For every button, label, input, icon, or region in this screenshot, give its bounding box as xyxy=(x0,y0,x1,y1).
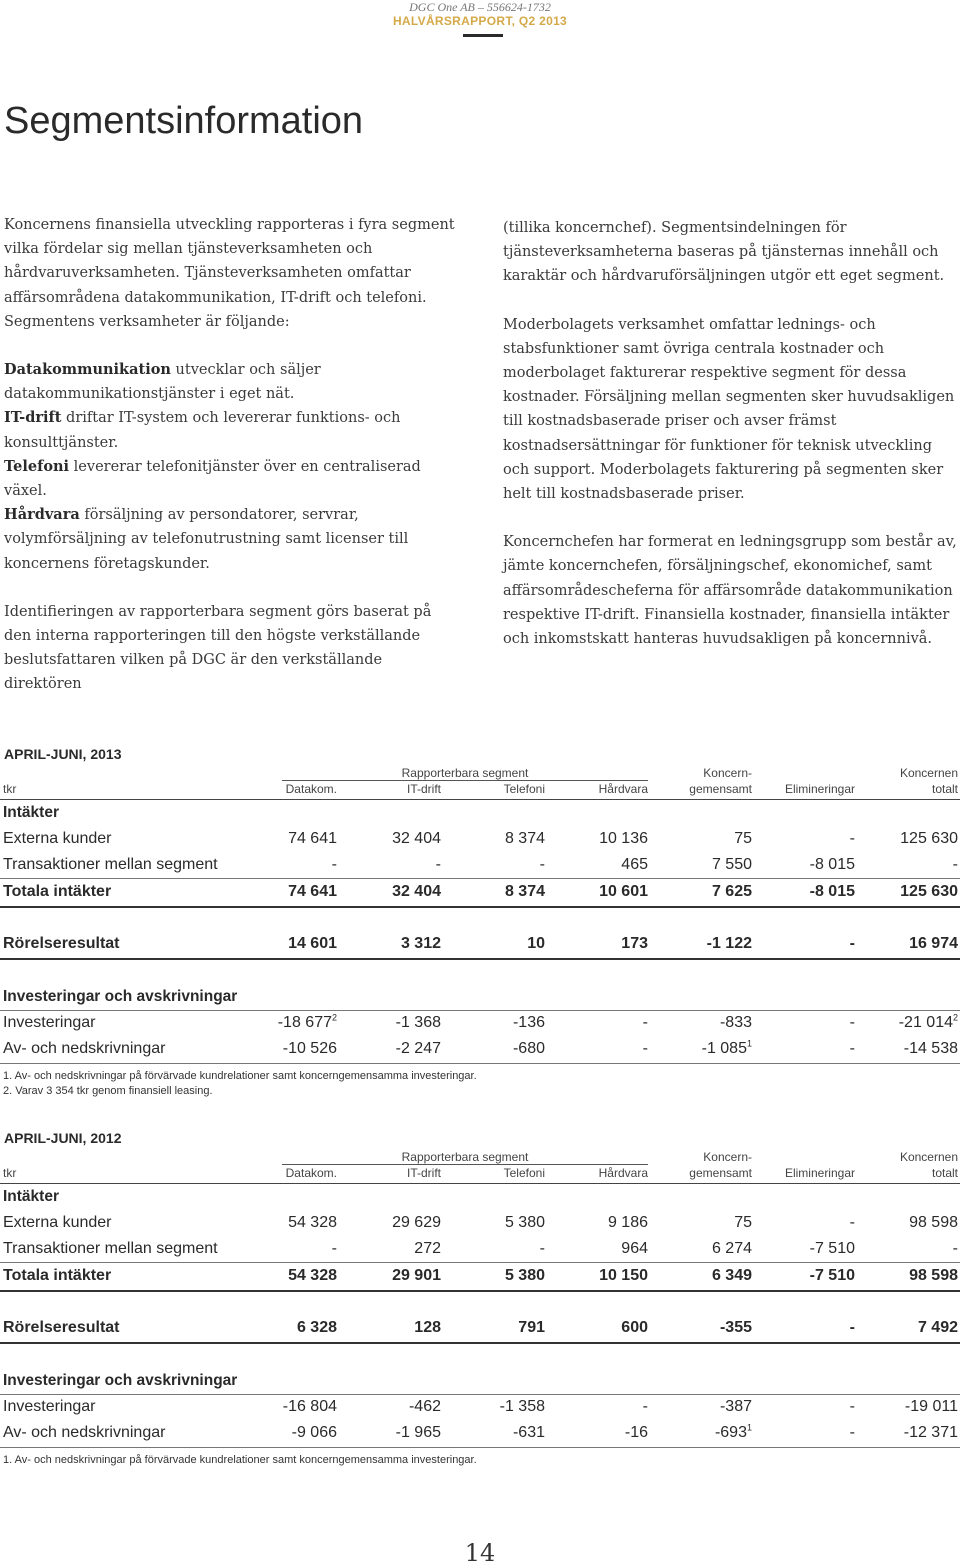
cell-koncern xyxy=(652,852,752,878)
cell-datakom xyxy=(237,879,337,905)
cell-elim xyxy=(755,1210,855,1236)
cell-value: -387 xyxy=(719,1398,752,1415)
cell-value: 791 xyxy=(518,1319,545,1336)
column-header-hardvara: Hårdvara xyxy=(598,1166,648,1180)
cell-koncern xyxy=(652,1010,752,1036)
section-investeringar xyxy=(0,1368,960,1394)
cell-hardvara xyxy=(548,879,648,905)
row-label: Rörelseresultat xyxy=(3,935,120,952)
column-header-total-2: totalt xyxy=(931,1166,958,1180)
header-rule xyxy=(463,34,503,37)
cell-value: -1 085 xyxy=(701,1040,747,1057)
cell-value: -631 xyxy=(512,1424,545,1441)
cell-value: -10 526 xyxy=(282,1040,337,1057)
footnote-ref: 1 xyxy=(746,1422,752,1433)
cell-telefoni xyxy=(445,1010,545,1036)
cell-value: 75 xyxy=(734,830,752,847)
cell-total xyxy=(858,1315,958,1341)
row-investeringar xyxy=(0,1010,960,1036)
cell-koncern xyxy=(652,879,752,905)
cell-value: - xyxy=(849,1040,855,1057)
cell-value: -1 122 xyxy=(706,935,752,952)
row-label: Investeringar xyxy=(3,1398,96,1415)
cell-total xyxy=(858,1210,958,1236)
cell-value: -19 011 xyxy=(904,1398,958,1415)
segment-telefoni xyxy=(4,455,456,503)
cell-koncern xyxy=(652,1263,752,1289)
cell-hardvara xyxy=(548,1036,648,1062)
group-header-rule xyxy=(282,1164,648,1165)
cell-value: -1 965 xyxy=(395,1424,441,1441)
cell-value: 10 150 xyxy=(599,1267,648,1284)
cell-total xyxy=(858,1394,958,1420)
cell-value: - xyxy=(642,1014,648,1031)
cell-datakom xyxy=(237,852,337,878)
cell-value: 10 601 xyxy=(599,883,648,900)
cell-itdrift xyxy=(341,1394,441,1420)
segment-hardvara xyxy=(4,503,456,576)
cell-datakom xyxy=(237,1036,337,1062)
row-transaktioner xyxy=(0,852,960,878)
cell-value: - xyxy=(849,1014,855,1031)
cell-itdrift xyxy=(341,931,441,957)
cell-elim xyxy=(755,1420,855,1446)
column-header-koncern-1: Koncern- xyxy=(703,1150,752,1164)
column-header-itdrift: IT-drift xyxy=(406,1166,441,1180)
management-paragraph: Koncernchefen har formerat en ledningsgrupp som består av, jämte koncernchefen, försäljningschef, ekonomichef, samt affärsområdescheferna för affärsområde datakommunikation respektive IT-drift. Finansiella kostnader, finansiella intäkter och inkomstskatt hanteras huvudsakligen på koncernnivå. xyxy=(503,534,957,648)
row-rorelseresultat xyxy=(0,931,960,957)
row-label: Transaktioner mellan segment xyxy=(3,1240,218,1257)
column-header-total-1: Koncernen xyxy=(899,1150,958,1164)
cell-value: -12 371 xyxy=(903,1424,958,1441)
cell-value: - xyxy=(849,1214,855,1231)
cell-elim xyxy=(755,1010,855,1036)
cell-hardvara xyxy=(548,826,648,852)
cell-itdrift xyxy=(341,826,441,852)
cell-telefoni xyxy=(445,1236,545,1262)
cell-value: 9 186 xyxy=(607,1214,648,1231)
cell-value: 7 492 xyxy=(917,1319,958,1336)
row-label: Externa kunder xyxy=(3,1214,112,1231)
section-intakter xyxy=(0,800,960,826)
footnote-2: 2. Varav 3 354 tkr genom finansiell leasing. xyxy=(3,1085,213,1097)
cell-telefoni xyxy=(445,852,545,878)
cell-value: - xyxy=(331,1240,337,1257)
cell-value: 54 328 xyxy=(288,1214,337,1231)
row-label: Av- och nedskrivningar xyxy=(3,1424,166,1441)
cell-itdrift xyxy=(341,852,441,878)
cell-value: 98 598 xyxy=(909,1267,958,1284)
cell-telefoni xyxy=(445,879,545,905)
row-label: Totala intäkter xyxy=(3,883,112,900)
cell-value: - xyxy=(642,1040,648,1057)
intro-paragraph: Koncernens finansiella utveckling rapporteras i fyra segment vilka fördelar sig mellan tjänsteverksamheten och hårdvaruverksamheten. Tjänsteverksamheten omfattar affärsområdena datakommunikation, IT-drift och telefoni. Segmentens verksamheter är följande: xyxy=(4,217,455,330)
row-transaktioner xyxy=(0,1236,960,1262)
parent-company-paragraph: Moderbolagets verksamhet omfattar lednings- och stabsfunktioner samt övriga centrala kostnader och moderbolaget fakturerar respektive segment för dessa kostnader. Försäljning mellan segmenten sker huvudsakligen till kostnadsbaserade priser och avser främst kostnadsersättningar för funktioner för teknisk utveckling och support. Moderbolagets fakturering på segmenten sker helt till kostnadsbaserade priser. xyxy=(503,316,955,503)
cell-value: 14 601 xyxy=(288,935,337,952)
cell-itdrift xyxy=(341,879,441,905)
cell-elim xyxy=(755,1263,855,1289)
cell-value: - xyxy=(539,856,545,873)
column-header-elim: Elimineringar xyxy=(784,782,855,796)
column-header-elim: Elimineringar xyxy=(784,1166,855,1180)
cell-koncern xyxy=(652,1210,752,1236)
segment-text: försäljning av persondatorer, servrar, volymförsäljning av telefonutrustning samt licenser till koncernens företagskunder. xyxy=(4,507,409,572)
cell-total xyxy=(858,826,958,852)
footnote-ref: 1 xyxy=(746,1038,752,1049)
cell-value: 32 404 xyxy=(392,830,441,847)
page-number: 14 xyxy=(464,1539,496,1567)
column-header-total-1: Koncernen xyxy=(899,766,958,780)
segment-text: levererar telefonitjänster över en centraliserad växel. xyxy=(4,458,421,500)
cell-value: 7 550 xyxy=(711,856,752,873)
footnote-1: 1. Av- och nedskrivningar på förvärvade kundrelationer samt koncerngemensamma investeringar. xyxy=(3,1070,477,1082)
company-line: DGC One AB – 556624-1732 xyxy=(409,0,551,14)
cell-value: 10 136 xyxy=(599,830,648,847)
cell-value: 465 xyxy=(621,856,648,873)
cell-telefoni xyxy=(445,1210,545,1236)
cell-value: -355 xyxy=(719,1319,752,1336)
segment-name: Telefoni xyxy=(4,457,70,475)
row-totala-intakter xyxy=(0,1263,960,1289)
cell-value: - xyxy=(849,1319,855,1336)
group-header: Rapporterbara segment xyxy=(401,1150,529,1164)
cell-elim xyxy=(755,852,855,878)
cell-value: - xyxy=(952,1240,958,1257)
cell-telefoni xyxy=(445,1263,545,1289)
section-investeringar xyxy=(0,984,960,1010)
cell-total xyxy=(858,1236,958,1262)
cell-value: 964 xyxy=(621,1240,648,1257)
column-header-datakom: Datakom. xyxy=(285,782,337,796)
cell-value: -8 015 xyxy=(809,883,855,900)
row-rule-thick xyxy=(0,1342,960,1344)
cell-hardvara xyxy=(548,1394,648,1420)
cell-elim xyxy=(755,826,855,852)
column-header-koncern-1: Koncern- xyxy=(703,766,752,780)
cell-value: 74 641 xyxy=(288,883,337,900)
cell-value: -16 804 xyxy=(282,1398,337,1415)
cell-hardvara xyxy=(548,1263,648,1289)
cell-value: 272 xyxy=(414,1240,441,1257)
right-column xyxy=(503,216,959,651)
cell-value: - xyxy=(849,1398,855,1415)
section-label: Investeringar och avskrivningar xyxy=(3,988,238,1005)
section-label: Intäkter xyxy=(3,1188,59,1205)
cell-value: 6 349 xyxy=(711,1267,752,1284)
cell-hardvara xyxy=(548,852,648,878)
cell-value: -14 538 xyxy=(903,1040,958,1057)
cell-total xyxy=(858,879,958,905)
cell-datakom xyxy=(237,826,337,852)
footnote-ref: 2 xyxy=(952,1012,958,1023)
row-label: Externa kunder xyxy=(3,830,112,847)
cell-datakom xyxy=(237,1210,337,1236)
cell-value: 32 404 xyxy=(392,883,441,900)
column-header-datakom: Datakom. xyxy=(285,1166,337,1180)
cell-elim xyxy=(755,879,855,905)
cell-telefoni xyxy=(445,1036,545,1062)
cell-value: -9 066 xyxy=(291,1424,337,1441)
cell-value: 16 974 xyxy=(909,935,958,952)
cell-value: - xyxy=(435,856,441,873)
cell-value: 125 630 xyxy=(900,883,958,900)
cell-total xyxy=(858,1010,958,1036)
group-header: Rapporterbara segment xyxy=(401,766,529,780)
cell-value: -693 xyxy=(714,1424,747,1441)
cell-total xyxy=(858,1263,958,1289)
segment-name: IT-drift xyxy=(4,409,62,427)
segment-itdrift xyxy=(4,406,456,454)
cell-datakom xyxy=(237,1263,337,1289)
cell-itdrift xyxy=(341,1236,441,1262)
cell-value: 74 641 xyxy=(288,830,337,847)
row-label: Totala intäkter xyxy=(3,1267,112,1284)
footnote-ref: 2 xyxy=(331,1012,337,1023)
table-title: APRIL-JUNI, 2012 xyxy=(4,1130,122,1146)
segment-text: driftar IT-system och levererar funktions- och konsulttjänster. xyxy=(4,410,401,451)
cell-datakom xyxy=(237,1010,337,1036)
left-column xyxy=(4,213,456,697)
row-totala-intakter xyxy=(0,879,960,905)
cell-value: 8 374 xyxy=(504,883,545,900)
cell-itdrift xyxy=(341,1036,441,1062)
cell-itdrift xyxy=(341,1010,441,1036)
cell-telefoni xyxy=(445,1394,545,1420)
row-rule xyxy=(0,1063,960,1064)
cell-value: 5 380 xyxy=(504,1267,545,1284)
segment-name: Hårdvara xyxy=(4,506,80,524)
cell-value: - xyxy=(331,856,337,873)
cell-value: -1 368 xyxy=(395,1014,441,1031)
cell-itdrift xyxy=(341,1263,441,1289)
cell-value: 7 625 xyxy=(711,883,752,900)
cell-value: 98 598 xyxy=(909,1214,958,1231)
column-header-telefoni: Telefoni xyxy=(503,782,545,796)
cell-datakom xyxy=(237,1394,337,1420)
row-label: Investeringar xyxy=(3,1014,96,1031)
cell-telefoni xyxy=(445,826,545,852)
cell-total xyxy=(858,852,958,878)
cell-value: -16 xyxy=(624,1424,648,1441)
row-rule-thick xyxy=(0,1290,960,1292)
row-externa-kunder xyxy=(0,826,960,852)
cell-value: -1 358 xyxy=(499,1398,545,1415)
cell-value: -833 xyxy=(719,1014,752,1031)
cell-value: 6 274 xyxy=(711,1240,752,1257)
cell-itdrift xyxy=(341,1210,441,1236)
cell-value: 10 xyxy=(527,935,545,952)
column-header-koncern-2: gemensamt xyxy=(689,1166,752,1180)
column-header-telefoni: Telefoni xyxy=(503,1166,545,1180)
segment-text: utvecklar och säljer datakommunikationstjänster i eget nät. xyxy=(4,362,321,403)
cell-value: 5 380 xyxy=(504,1214,545,1231)
cell-value: - xyxy=(642,1398,648,1415)
table-title: APRIL-JUNI, 2013 xyxy=(4,746,122,762)
section-label: Investeringar och avskrivningar xyxy=(3,1372,238,1389)
identification-paragraph: Identifieringen av rapporterbara segment görs baserat på den interna rapporteringen till den högste verkställande beslutsfattaren vilken på DGC är den verkställande direktören xyxy=(4,603,432,693)
segment-name: Datakommunikation xyxy=(4,361,171,379)
cell-value: -7 510 xyxy=(809,1240,855,1257)
cell-hardvara xyxy=(548,1315,648,1341)
cell-value: - xyxy=(849,935,855,952)
row-investeringar xyxy=(0,1394,960,1420)
cell-value: 6 328 xyxy=(296,1319,337,1336)
cell-value: 29 629 xyxy=(392,1214,441,1231)
report-title: HALVÅRSRAPPORT, Q2 2013 xyxy=(392,14,568,28)
cell-value: 600 xyxy=(621,1319,648,1336)
cell-telefoni xyxy=(445,931,545,957)
cell-value: 54 328 xyxy=(288,1267,337,1284)
cell-elim xyxy=(755,931,855,957)
column-header-itdrift: IT-drift xyxy=(406,782,441,796)
cell-value: -7 510 xyxy=(809,1267,855,1284)
unit-header: tkr xyxy=(3,1166,17,1180)
section-intakter xyxy=(0,1184,960,1210)
row-label: Rörelseresultat xyxy=(3,1319,120,1336)
cell-total xyxy=(858,931,958,957)
cell-value: -136 xyxy=(512,1014,545,1031)
cell-elim xyxy=(755,1315,855,1341)
cell-value: 29 901 xyxy=(392,1267,441,1284)
section-label: Intäkter xyxy=(3,804,59,821)
cell-elim xyxy=(755,1394,855,1420)
page-title: Segmentsinformation xyxy=(4,100,364,142)
cell-koncern xyxy=(652,1394,752,1420)
cell-koncern xyxy=(652,1236,752,1262)
cell-value: -462 xyxy=(408,1398,441,1415)
cell-total xyxy=(858,1036,958,1062)
cell-datakom xyxy=(237,1420,337,1446)
cell-datakom xyxy=(237,1236,337,1262)
cell-value: -680 xyxy=(512,1040,545,1057)
cell-value: -2 247 xyxy=(395,1040,441,1057)
cell-koncern xyxy=(652,1036,752,1062)
cell-itdrift xyxy=(341,1315,441,1341)
cell-datakom xyxy=(237,931,337,957)
column-header-total-2: totalt xyxy=(931,782,958,796)
cell-koncern xyxy=(652,826,752,852)
cell-itdrift xyxy=(341,1420,441,1446)
segment-division-paragraph: (tillika koncernchef). Segmentsindelningen för tjänsteverksamheterna baseras på tjänsternas innehåll och karaktär och hårdvaruförsäljningen utgör ett eget segment. xyxy=(503,220,945,285)
cell-value: - xyxy=(849,1424,855,1441)
column-header-koncern-2: gemensamt xyxy=(689,782,752,796)
cell-koncern xyxy=(652,1315,752,1341)
cell-value: 128 xyxy=(414,1319,441,1336)
row-avskrivningar xyxy=(0,1420,960,1446)
row-externa-kunder xyxy=(0,1210,960,1236)
cell-value: 125 630 xyxy=(900,830,958,847)
cell-total xyxy=(858,1420,958,1446)
row-avskrivningar xyxy=(0,1036,960,1062)
cell-hardvara xyxy=(548,1236,648,1262)
cell-value: -8 015 xyxy=(809,856,855,873)
row-rule xyxy=(0,1447,960,1448)
row-label: Transaktioner mellan segment xyxy=(3,856,218,873)
cell-value: 173 xyxy=(621,935,648,952)
cell-hardvara xyxy=(548,931,648,957)
row-rule-thick xyxy=(0,958,960,960)
cell-datakom xyxy=(237,1315,337,1341)
unit-header: tkr xyxy=(3,782,17,796)
group-header-rule xyxy=(282,780,648,781)
cell-elim xyxy=(755,1036,855,1062)
row-label: Av- och nedskrivningar xyxy=(3,1040,166,1057)
cell-elim xyxy=(755,1236,855,1262)
cell-telefoni xyxy=(445,1420,545,1446)
cell-value: 75 xyxy=(734,1214,752,1231)
cell-hardvara xyxy=(548,1210,648,1236)
segment-datakom xyxy=(4,358,456,406)
cell-koncern xyxy=(652,931,752,957)
cell-value: -18 677 xyxy=(277,1014,332,1031)
cell-hardvara xyxy=(548,1010,648,1036)
row-rorelseresultat xyxy=(0,1315,960,1341)
cell-value: 3 312 xyxy=(400,935,441,952)
footnote-1: 1. Av- och nedskrivningar på förvärvade kundrelationer samt koncerngemensamma investeringar. xyxy=(3,1454,477,1466)
cell-koncern xyxy=(652,1420,752,1446)
column-header-hardvara: Hårdvara xyxy=(598,782,648,796)
cell-value: 8 374 xyxy=(504,830,545,847)
cell-telefoni xyxy=(445,1315,545,1341)
cell-value: - xyxy=(539,1240,545,1257)
cell-hardvara xyxy=(548,1420,648,1446)
cell-value: - xyxy=(952,856,958,873)
row-rule-thick xyxy=(0,906,960,908)
cell-value: -21 014 xyxy=(898,1014,953,1031)
cell-value: - xyxy=(849,830,855,847)
